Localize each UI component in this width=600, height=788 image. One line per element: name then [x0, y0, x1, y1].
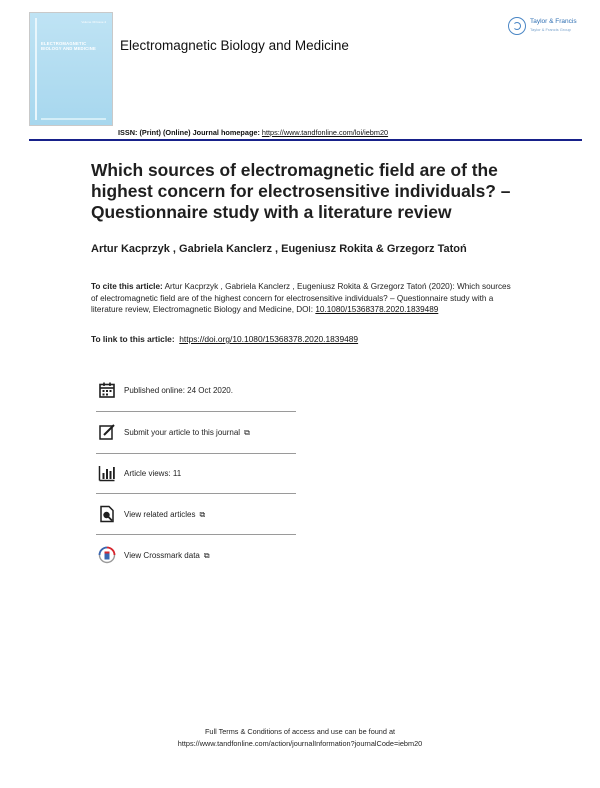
article-authors: Artur Kacprzyk , Gabriela Kanclerz , Eugeniusz Rokita & Grzegorz Tatoń	[91, 243, 467, 255]
publisher-logo[interactable]	[508, 16, 584, 38]
submit-row[interactable]	[96, 423, 296, 445]
citation-block	[91, 281, 511, 316]
submit-article-link[interactable]	[124, 428, 250, 438]
related-label: View related articles	[124, 510, 196, 519]
published-date: Published online: 24 Oct 2020.	[124, 386, 233, 395]
article-doi-link[interactable]: https://doi.org/10.1080/15368378.2020.1839489	[179, 334, 359, 344]
cover-title: ELECTROMAGNETIC BIOLOGY AND MEDICINE	[41, 41, 96, 51]
issn-line	[118, 128, 388, 137]
cover-footer-band	[41, 118, 106, 120]
views-row	[96, 464, 296, 486]
edit-icon	[98, 423, 116, 441]
article-views: Article views: 11	[124, 469, 182, 478]
footer-terms: Full Terms & Conditions of access and use can be found at	[204, 727, 396, 736]
publisher-logo-icon	[508, 17, 526, 35]
related-articles-link[interactable]	[124, 510, 205, 520]
link-label: To link to this article:	[91, 334, 175, 344]
related-articles-icon	[98, 505, 116, 523]
info-divider	[96, 534, 296, 535]
bar-chart-icon	[98, 464, 116, 482]
crossmark-link[interactable]	[124, 551, 210, 561]
external-link-icon: ⧉	[244, 428, 250, 437]
external-link-icon: ⧉	[199, 510, 206, 519]
cite-doi-link[interactable]: 10.1080/15368378.2020.1839489	[315, 305, 439, 314]
article-title: Which sources of electromagnetic field are of the highest concern for electrosensitive individuals? – Questionnaire study with a literature review	[91, 160, 511, 222]
footer-terms-url[interactable]: https://www.tandfonline.com/action/journalInformation?journalCode=iebm20	[177, 739, 423, 748]
crossmark-label: View Crossmark data	[124, 551, 200, 560]
external-link-icon: ⧉	[203, 551, 210, 560]
info-divider	[96, 411, 296, 412]
info-divider	[96, 493, 296, 494]
related-row[interactable]	[96, 505, 296, 527]
crossmark-icon	[98, 546, 116, 564]
crossmark-row[interactable]	[96, 546, 296, 568]
journal-title: Electromagnetic Biology and Medicine	[120, 38, 349, 53]
cite-label: To cite this article:	[91, 282, 163, 291]
calendar-icon	[98, 381, 116, 399]
article-link-row	[91, 334, 358, 344]
issn-label: ISSN: (Print) (Online) Journal homepage:	[118, 128, 260, 137]
submit-label: Submit your article to this journal	[124, 428, 241, 437]
footer	[0, 726, 600, 750]
publisher-name: Taylor & Francis	[530, 18, 577, 25]
info-divider	[96, 453, 296, 454]
cover-volume: Volume 39 Issue 4	[81, 20, 106, 24]
cite-text: Artur Kacprzyk , Gabriela Kanclerz , Eugeniusz Rokita & Grzegorz Tatoń (2020): Which sources of electromagnetic field are of the highest concern for electrosensitive individuals? – Questionnaire study with a literature review, Electromagnetic Biology and Medicine, DOI:	[91, 282, 511, 314]
journal-cover-thumbnail	[29, 12, 113, 126]
cover-stripe	[35, 18, 37, 120]
header-rule	[29, 139, 582, 141]
publisher-subtitle: Taylor & Francis Group	[530, 27, 571, 32]
published-row	[96, 381, 296, 403]
journal-homepage-link[interactable]: https://www.tandfonline.com/loi/iebm20	[261, 128, 389, 137]
